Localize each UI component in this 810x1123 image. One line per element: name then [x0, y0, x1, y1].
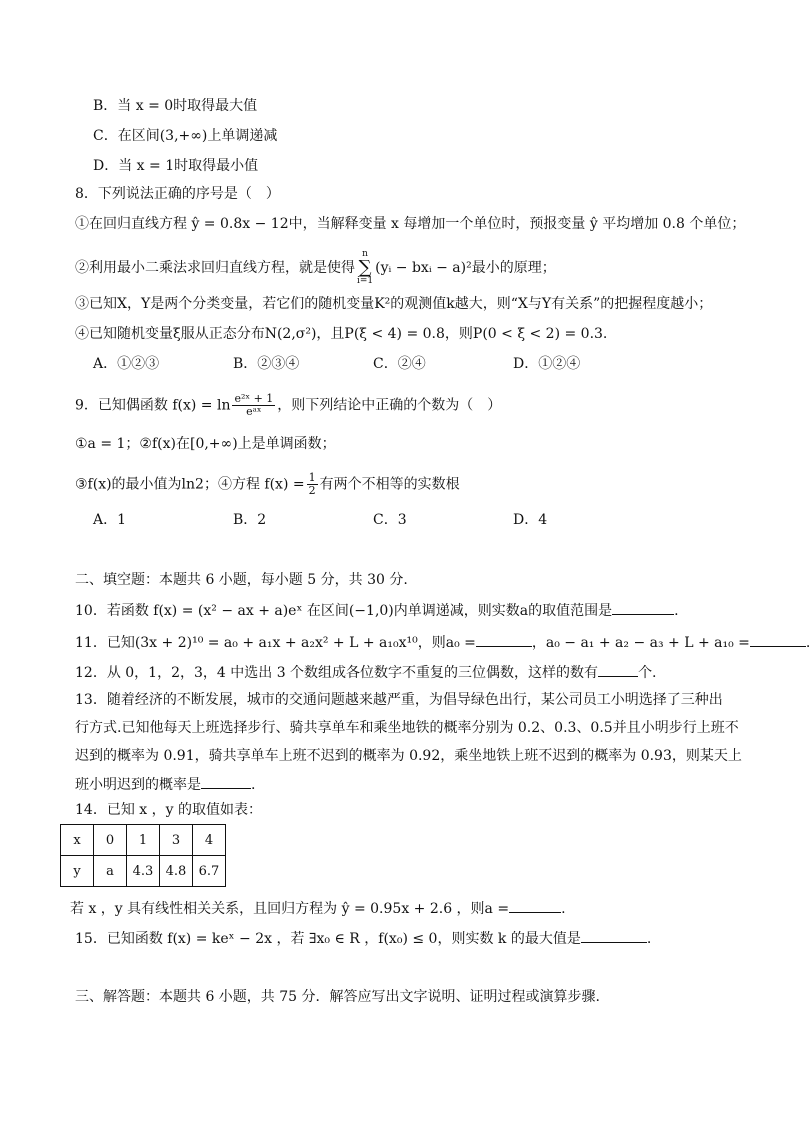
table-cell: 4.8 — [160, 856, 193, 887]
q15-text: 15．已知函数 f(x) = keˣ − 2x ，若 ∃x₀ ∈ R ，f(x₀) ≤ 0，则实数 k 的最大值是 — [75, 931, 581, 947]
q11-end: . — [805, 635, 810, 651]
q14-answer-blank[interactable] — [509, 898, 561, 913]
sigma-icon: ∑ — [358, 257, 372, 278]
q8-s2-pre: ②利用最小二乘法求回归直线方程，就是使得 — [75, 260, 355, 276]
table-cell: 0 — [94, 825, 127, 856]
q12-text: 12．从 0，1，2，3，4 中选出 3 个数组成各位数字不重复的三位偶数，这样的数有 — [75, 665, 599, 681]
q9-s34-post: 有两个不相等的实数根 — [319, 476, 460, 493]
q9-frac-num: e²ˣ + 1 — [234, 392, 274, 405]
section-2-heading: 二、填空题：本题共 6 小题，每小题 5 分，共 30 分. — [75, 572, 408, 588]
q8-s2-post: 最小的原理； — [471, 260, 556, 276]
q8-choice-d: D．①②④ — [513, 356, 581, 372]
q13-line-3: 迟到的概率为 0.91，骑共享单车上班不迟到的概率为 0.92，乘坐地铁上班不迟到的概率为 0.93，则某天上 — [75, 748, 742, 764]
q9-half-den: 2 — [308, 484, 316, 497]
q15 — [75, 928, 651, 949]
q11-mid: ，a₀ − a₁ + a₂ − a₃ + L + a₁₀ = — [531, 635, 750, 651]
q7-option-b: B．当 x = 0时取得最大值 — [93, 98, 258, 114]
q13-text: 班小明迟到的概率是 — [75, 777, 201, 793]
q9-stem — [75, 393, 501, 418]
q8-stem: 8．下列说法正确的序号是（ ） — [75, 186, 280, 202]
q9-s34-pre: ③f(x)的最小值为ln2；④方程 f(x) = — [75, 476, 305, 493]
q11-answer-blank-2[interactable] — [750, 632, 806, 647]
q15-end: . — [646, 931, 652, 947]
q14-text: 若 x ，y 具有线性相关关系，且回归方程为 ŷ = 0.95x + 2.6 ，则a = — [70, 901, 510, 917]
summation-sign — [357, 250, 373, 286]
q9-choices — [93, 510, 653, 530]
table-cell: 4 — [193, 825, 226, 856]
q7-option-d: D．当 x = 1时取得最小值 — [93, 158, 259, 174]
q12-end: 个. — [638, 665, 657, 681]
q8-statement-1: ①在回归直线方程 ŷ = 0.8x − 12中，当解释变量 x 每增加一个单位时，预报变量 ŷ 平均增加 0.8 个单位； — [75, 216, 746, 232]
q14-end: . — [561, 901, 566, 917]
q14-value-table — [60, 824, 226, 887]
q11 — [75, 632, 810, 653]
q11-text: 11．已知(3x + 2)¹⁰ = a₀ + a₁x + a₂x² + L + a₁₀x¹⁰，则a₀ = — [75, 635, 476, 651]
q14-regression — [70, 898, 566, 919]
q8-choice-a: A．①②③ — [93, 356, 160, 372]
table-row — [61, 825, 226, 856]
q8-choice-b: B．②③④ — [233, 356, 300, 372]
q9-choice-a: A．1 — [93, 512, 127, 528]
table-cell: a — [94, 856, 127, 887]
sum-lower: i=1 — [357, 276, 374, 286]
q9-choice-b: B．2 — [233, 512, 267, 528]
q8-statement-2 — [75, 250, 556, 286]
q13-end: . — [251, 777, 256, 793]
q9-statements-1-2: ①a = 1；②f(x)在[0,+∞)上是单调函数； — [75, 436, 336, 452]
q9-frac-den: eᵃˣ — [246, 405, 262, 418]
q7-option-c: C．在区间(3,+∞)上单调递减 — [93, 128, 278, 144]
q10-answer-blank[interactable] — [612, 600, 674, 615]
table-cell: 3 — [160, 825, 193, 856]
table-row — [61, 856, 226, 887]
q9-stem-post: ，则下列结论中正确的个数为（ ） — [277, 397, 502, 414]
q10-text: 10．若函数 f(x) = (x² − ax + a)eˣ 在区间(−1,0)内单调递减，则实数a的取值范围是 — [75, 603, 613, 619]
q9-choice-d: D．4 — [513, 512, 548, 528]
q12 — [75, 662, 657, 683]
table-cell: x — [61, 825, 94, 856]
q9-half-fraction — [307, 472, 318, 497]
q8-statement-4: ④已知随机变量ξ服从正态分布N(2,σ²)，且P(ξ < 4) = 0.8，则P(0 < ξ < 2) = 0.3. — [75, 326, 608, 342]
table-cell: 1 — [127, 825, 160, 856]
q9-stem-pre: 9．已知偶函数 f(x) = ln — [75, 397, 231, 414]
q8-choices — [93, 354, 653, 374]
q14-stem: 14．已知 x ，y 的取值如表： — [75, 802, 262, 818]
q12-answer-blank[interactable] — [598, 662, 638, 677]
section-3-heading: 三、解答题：本题共 6 小题，共 75 分．解答应写出文字说明、证明过程或演算步骤. — [75, 989, 600, 1005]
q10-end: . — [674, 603, 679, 619]
q13-line-1: 13．随着经济的不断发展，城市的交通问题越来越严重，为倡导绿色出行，某公司员工小明选择了三种出 — [75, 692, 723, 708]
q13-line-2: 行方式.已知他每天上班选择步行、骑共享单车和乘坐地铁的概率分别为 0.2、0.3、0.5并且小明步行上班不 — [75, 720, 739, 736]
q13-line-4 — [75, 774, 255, 795]
table-cell: y — [61, 856, 94, 887]
q10 — [75, 600, 679, 621]
sum-upper: n — [362, 249, 368, 259]
q9-choice-c: C．3 — [373, 512, 407, 528]
q13-answer-blank[interactable] — [201, 774, 251, 789]
table-cell: 6.7 — [193, 856, 226, 887]
q9-statements-3-4 — [75, 472, 460, 497]
q8-s2-expr: (yᵢ − bxᵢ − a)² — [375, 260, 472, 276]
q8-choice-c: C．②④ — [373, 356, 426, 372]
q9-half-num: 1 — [308, 471, 316, 484]
table-cell: 4.3 — [127, 856, 160, 887]
q15-answer-blank[interactable] — [581, 928, 647, 943]
q11-answer-blank-1[interactable] — [476, 632, 532, 647]
q8-statement-3: ③已知X，Y是两个分类变量，若它们的随机变量K²的观测值k越大，则“X与Y有关系”的把握程度越小； — [75, 296, 713, 312]
q9-fraction — [232, 393, 275, 418]
